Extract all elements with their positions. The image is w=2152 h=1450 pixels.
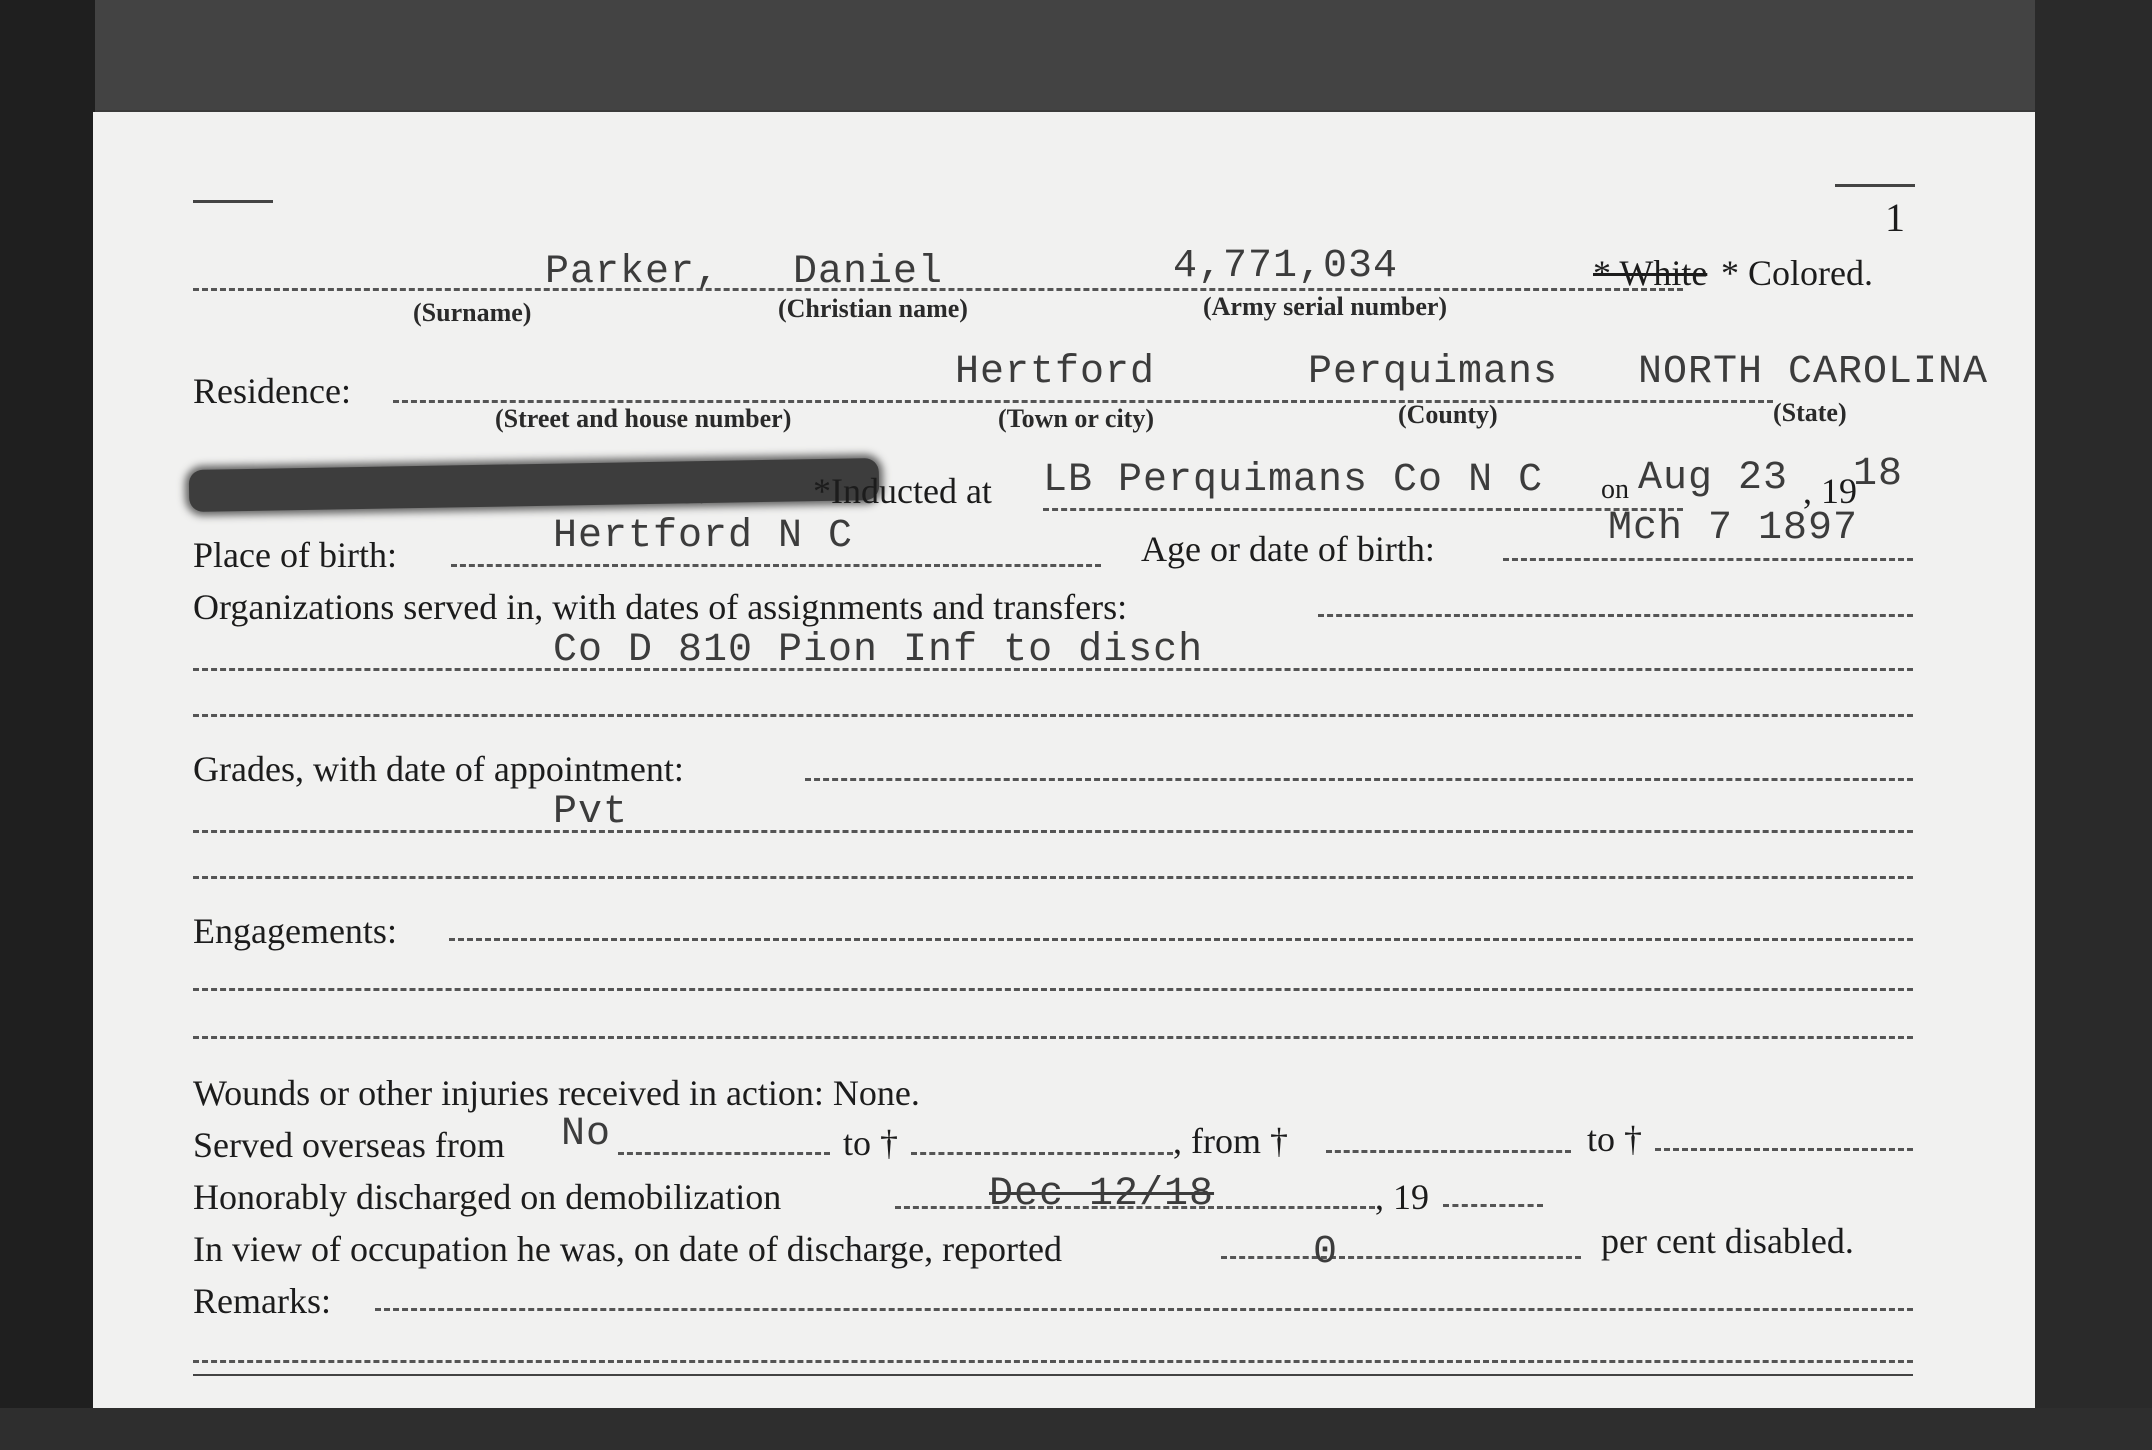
discharge-year-line <box>1443 1204 1543 1207</box>
service-record-card <box>93 112 2035 1408</box>
inducted-label: *Inducted at <box>813 471 992 511</box>
age-label: Age or date of birth: <box>1141 529 1435 569</box>
overseas-value: No <box>561 1112 612 1157</box>
state-caption: (State) <box>1773 398 1847 427</box>
overseas-label: Served overseas from <box>193 1125 505 1165</box>
inducted-place-value: LB Perquimans Co N C <box>1043 458 1544 503</box>
overseas-to-line-2 <box>1655 1148 1913 1151</box>
discharged-label: Honorably discharged on demobilization <box>193 1177 782 1217</box>
remarks-line-2 <box>193 1360 1913 1363</box>
serial-number-caption: (Army serial number) <box>1203 292 1448 321</box>
inducted-date-value: Aug 23 <box>1638 456 1789 501</box>
overseas-to-line-1 <box>911 1152 1173 1155</box>
county-caption: (County) <box>1398 400 1498 429</box>
remarks-label: Remarks: <box>193 1281 331 1321</box>
corner-rule-right <box>1835 184 1915 187</box>
remarks-line-1 <box>375 1308 1913 1311</box>
induction-year-prefix: , 19 <box>1803 471 1857 511</box>
discharge-year-prefix: , 19 <box>1375 1177 1429 1217</box>
engagements-line-3 <box>193 1036 1913 1039</box>
county-value: Perquimans <box>1308 350 1559 395</box>
christian-name-caption: (Christian name) <box>778 294 968 323</box>
race-colored: * Colored. <box>1721 253 1873 293</box>
overseas-to-label-2: to † <box>1587 1119 1643 1159</box>
disability-line <box>1221 1256 1581 1259</box>
residence-label: Residence: <box>193 371 351 411</box>
occupation-label: In view of occupation he was, on date of discharge, reported <box>193 1229 1063 1269</box>
birth-date-line <box>1503 558 1913 561</box>
overseas-from-label-2: , from † <box>1173 1121 1288 1161</box>
birth-place-value: Hertford N C <box>553 514 854 559</box>
bottom-rule <box>193 1374 1913 1376</box>
grades-line-2 <box>193 830 1913 833</box>
scan-background-left <box>0 0 95 1450</box>
induction-year-value: 18 <box>1853 452 1904 497</box>
grades-line-3 <box>193 876 1913 879</box>
overseas-from-line-2 <box>1326 1150 1571 1153</box>
birth-date-value: Mch 7 1897 <box>1608 506 1859 551</box>
disabled-suffix: per cent disabled. <box>1601 1221 1854 1261</box>
overseas-to-label-1: to † <box>843 1123 899 1163</box>
organization-value: Co D 810 Pion Inf to disch <box>553 628 1204 673</box>
engagements-line-1 <box>449 938 1913 941</box>
organizations-label: Organizations served in, with dates of assignments and transfers: <box>193 587 1128 627</box>
race-white-struck: * White <box>1593 253 1708 293</box>
serial-number-value: 4,771,034 <box>1173 244 1399 289</box>
birth-place-label: Place of birth: <box>193 535 397 575</box>
street-caption: (Street and house number) <box>495 404 792 433</box>
page-number: 1 <box>1885 195 1905 240</box>
birth-place-line <box>451 564 1101 567</box>
scan-background-right <box>2035 0 2152 1450</box>
discharge-date-value: Dec 12/18 <box>989 1172 1215 1217</box>
wounds-label: Wounds or other injuries received in action: None. <box>193 1073 920 1113</box>
inducted-line <box>1043 508 1683 511</box>
engagements-label: Engagements: <box>193 911 397 951</box>
grade-value: Pvt <box>553 790 629 835</box>
surname-caption: (Surname) <box>413 298 532 327</box>
residence-line <box>393 400 1773 403</box>
state-value: NORTH CAROLINA <box>1638 350 1989 395</box>
grades-line-1 <box>805 778 1913 781</box>
surname-value: Parker, <box>545 250 721 295</box>
christian-name-value: Daniel <box>793 250 944 295</box>
disability-value: 0 <box>1313 1230 1339 1275</box>
organizations-line-3 <box>193 714 1913 717</box>
town-value: Hertford <box>955 350 1156 395</box>
town-caption: (Town or city) <box>998 404 1154 433</box>
organizations-line-1 <box>1318 614 1913 617</box>
ink-smear <box>189 458 880 512</box>
scan-background-top <box>0 0 2152 110</box>
engagements-line-2 <box>193 988 1913 991</box>
grades-label: Grades, with date of appointment: <box>193 749 684 789</box>
on-label: on <box>1601 474 1629 505</box>
scan-background-bottom <box>0 1408 2152 1450</box>
corner-rule-left <box>193 200 273 203</box>
overseas-from-line <box>618 1152 830 1155</box>
